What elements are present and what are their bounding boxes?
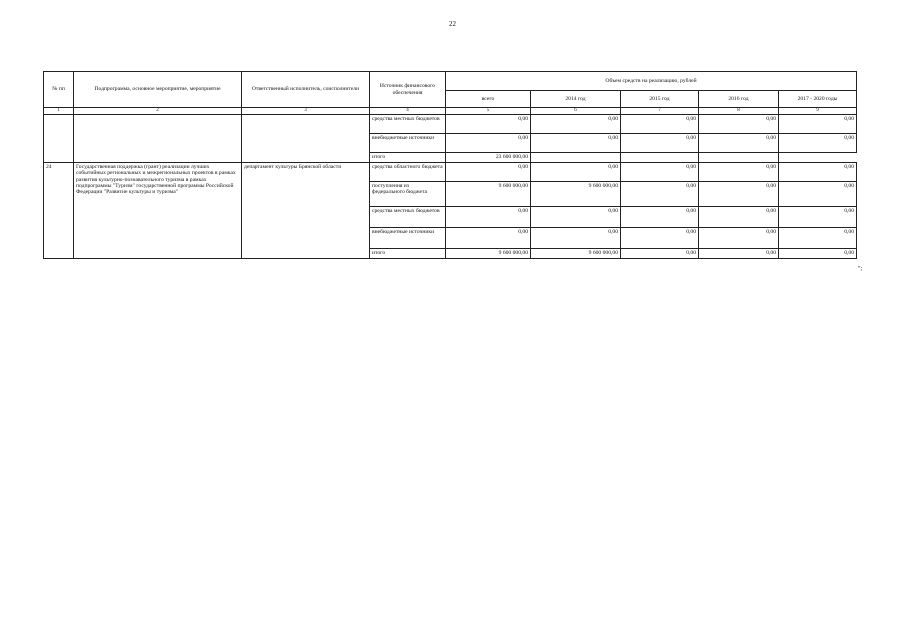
value-2014: 0,00 <box>531 162 621 181</box>
value-2014: 0,00 <box>531 114 621 133</box>
table-row <box>44 162 857 181</box>
value-2016: 0,00 <box>699 114 779 133</box>
value-total: 9 600 000,00 <box>446 181 531 206</box>
col-number: 2 <box>74 108 242 115</box>
value-2017-2020: 0,00 <box>779 181 857 206</box>
empty-cell <box>699 152 779 162</box>
prev-executor-cell <box>242 114 370 162</box>
value-2017-2020: 0,00 <box>779 206 857 227</box>
value-total: 0,00 <box>446 227 531 248</box>
value-2017-2020: 0,00 <box>779 227 857 248</box>
column-number-row <box>44 108 857 115</box>
header-executor: Ответственный исполнитель, соисполнители <box>242 72 370 108</box>
value-2017-2020: 0,00 <box>779 162 857 181</box>
value-2014: 0,00 <box>531 227 621 248</box>
col-number: 9 <box>779 108 857 115</box>
header-2015: 2015 год <box>621 91 699 108</box>
col-number: 1 <box>44 108 74 115</box>
source-cell: средства местных бюджетов <box>370 206 446 227</box>
value-2015: 0,00 <box>621 133 699 152</box>
value-total: 23 600 000,00 <box>446 152 531 162</box>
header-2014: 2014 год <box>531 91 621 108</box>
header-num: № пп <box>44 72 74 108</box>
value-total: 9 600 000,00 <box>446 248 531 258</box>
col-number: 7 <box>621 108 699 115</box>
item-executor: департамент культуры Брянской области <box>242 162 370 258</box>
value-2015: 0,00 <box>621 248 699 258</box>
item-program: Государственная поддержка (грант) реализации лучших событийных региональных и межрегиональных проектов в рамках развития культурно-познавательного туризма в рамках подпрограммы "Туризм" государственной программы Российской Федерации "Развитие культуры и туризма" <box>74 162 242 258</box>
value-total: 0,00 <box>446 114 531 133</box>
item-num: 24 <box>44 162 74 258</box>
budget-table <box>43 71 857 259</box>
col-number: 5 <box>446 108 531 115</box>
col-number: 4 <box>370 108 446 115</box>
value-2015: 0,00 <box>621 181 699 206</box>
source-cell: внебюджетные источники <box>370 227 446 248</box>
value-2015: 0,00 <box>621 114 699 133</box>
value-2016: 0,00 <box>699 248 779 258</box>
header-2016: 2016 год <box>699 91 779 108</box>
prev-num-cell <box>44 114 74 162</box>
header-2017-2020: 2017 - 2020 годы <box>779 91 857 108</box>
header-total: всего <box>446 91 531 108</box>
col-number: 8 <box>699 108 779 115</box>
value-2014: 9 600 000,00 <box>531 181 621 206</box>
table-row <box>44 114 857 133</box>
empty-cell <box>779 152 857 162</box>
source-cell: средства местных бюджетов <box>370 114 446 133</box>
source-cell-total: итого <box>370 152 446 162</box>
value-2014: 9 600 000,00 <box>531 248 621 258</box>
value-2014: 0,00 <box>531 206 621 227</box>
empty-cell <box>621 152 699 162</box>
value-2016: 0,00 <box>699 227 779 248</box>
value-total: 0,00 <box>446 133 531 152</box>
source-cell: внебюджетные источники <box>370 133 446 152</box>
value-2016: 0,00 <box>699 206 779 227</box>
value-2017-2020: 0,00 <box>779 133 857 152</box>
value-2015: 0,00 <box>621 227 699 248</box>
source-cell-total: итого <box>370 248 446 258</box>
header-source: Источник финансового обеспечения <box>370 72 446 108</box>
value-2017-2020: 0,00 <box>779 114 857 133</box>
value-2014: 0,00 <box>531 133 621 152</box>
value-2016: 0,00 <box>699 181 779 206</box>
prev-program-cell <box>74 114 242 162</box>
value-2015: 0,00 <box>621 206 699 227</box>
source-cell: поступления из федерального бюджета <box>370 181 446 206</box>
value-total: 0,00 <box>446 206 531 227</box>
header-volume: Объем средств на реализацию, рублей <box>446 72 857 91</box>
value-2015: 0,00 <box>621 162 699 181</box>
header-row-top <box>44 72 857 91</box>
value-2016: 0,00 <box>699 133 779 152</box>
source-cell: средства областного бюджета <box>370 162 446 181</box>
col-number: 6 <box>531 108 621 115</box>
value-total: 0,00 <box>446 162 531 181</box>
header-program: Подпрограмма, основное мероприятие, мероприятие <box>74 72 242 108</box>
empty-cell <box>531 152 621 162</box>
closing-quote-mark: "; <box>858 266 863 272</box>
value-2016: 0,00 <box>699 162 779 181</box>
col-number: 3 <box>242 108 370 115</box>
page-number: 22 <box>449 20 456 28</box>
value-2017-2020: 0,00 <box>779 248 857 258</box>
